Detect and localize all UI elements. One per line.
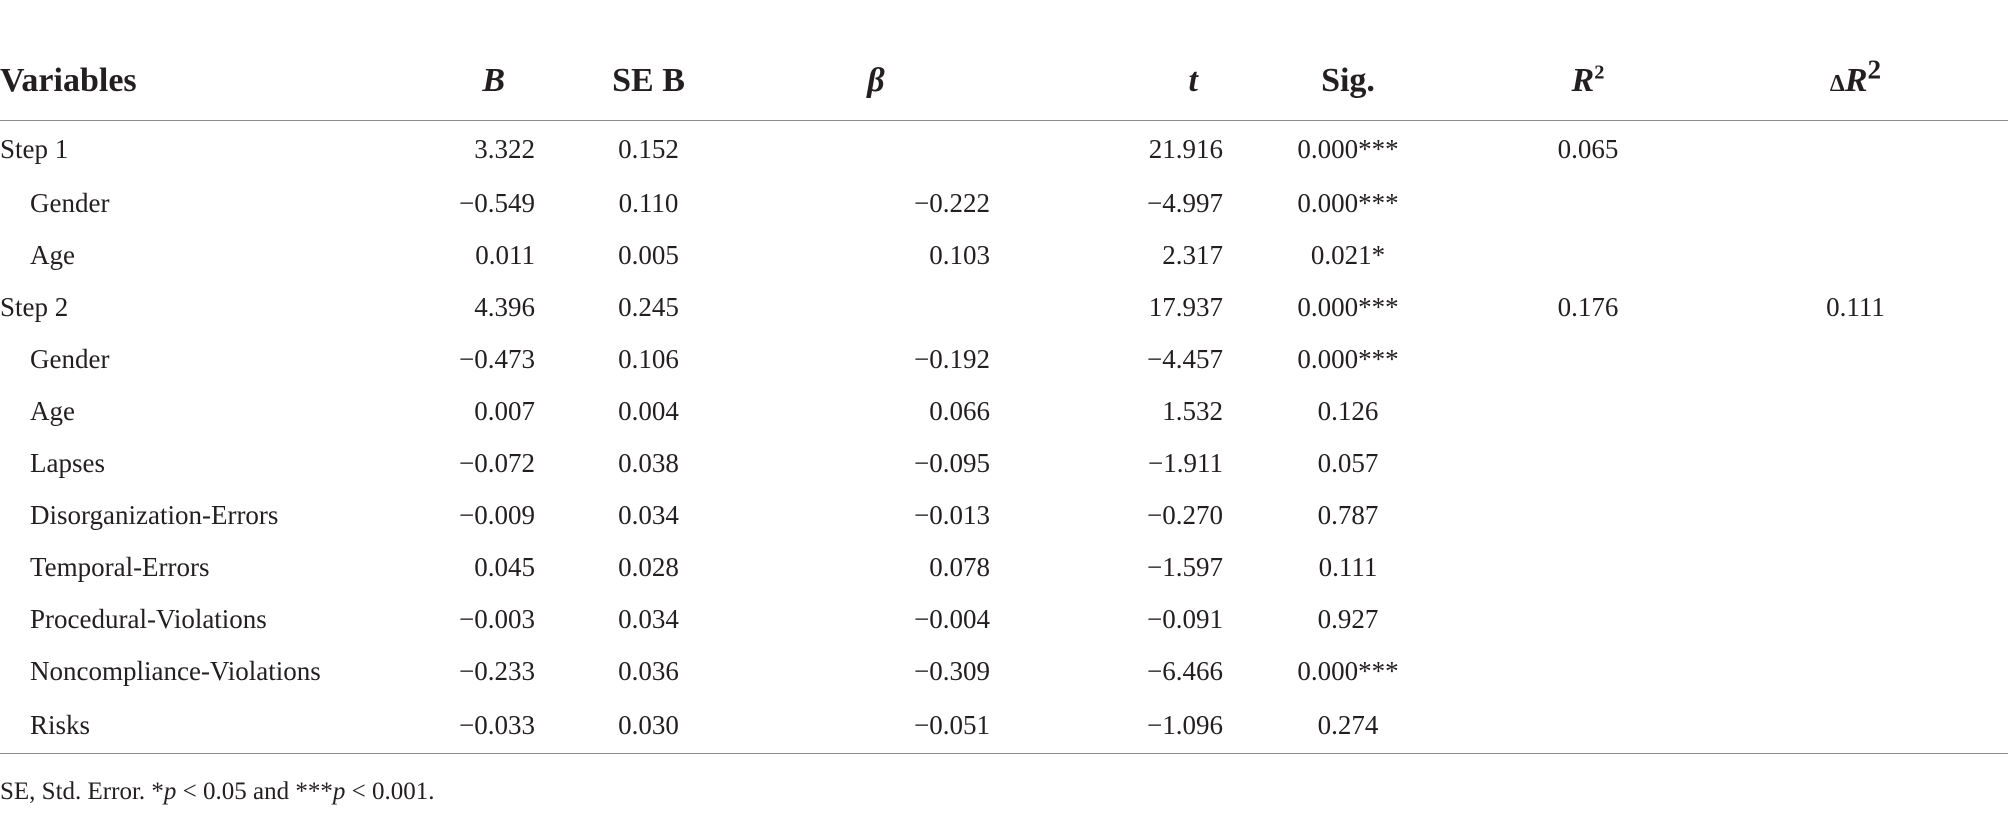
cell-variable: Lapses: [30, 447, 105, 478]
cell-sig: 0.000***: [1297, 343, 1399, 374]
cell-se-b: 0.005: [618, 239, 679, 270]
cell-b: −0.072: [459, 447, 535, 478]
cell-b: 4.396: [474, 291, 535, 322]
header-sig: Sig.: [1223, 42, 1473, 121]
cell-delta-r2: [1703, 121, 2008, 178]
header-se-b: SE B: [535, 42, 762, 121]
cell-delta-r2: [1703, 541, 2008, 593]
cell-r2: [1473, 645, 1703, 697]
header-b: B: [400, 42, 535, 121]
cell-se-b: 0.110: [618, 187, 679, 218]
cell-t: −0.270: [1147, 499, 1223, 530]
cell-variable: Temporal-Errors: [30, 551, 210, 582]
cell-t: −4.997: [1147, 187, 1223, 218]
cell-r2: [1473, 541, 1703, 593]
cell-b: −0.009: [459, 499, 535, 530]
cell-beta: [762, 281, 990, 333]
cell-delta-r2: [1703, 593, 2008, 645]
cell-se-b: 0.036: [618, 655, 679, 686]
cell-se-b: 0.245: [618, 291, 679, 322]
cell-b: −0.233: [459, 655, 535, 686]
cell-b: −0.033: [400, 697, 535, 754]
cell-b: 0.007: [474, 395, 535, 426]
regression-table: [0, 42, 2008, 754]
cell-b: 0.011: [475, 239, 535, 270]
cell-t: −4.457: [1147, 343, 1223, 374]
cell-se-b: 0.034: [618, 499, 679, 530]
cell-se-b: 0.106: [618, 343, 679, 374]
cell-r2: [1473, 489, 1703, 541]
cell-b: −0.003: [459, 603, 535, 634]
header-beta: β: [762, 42, 990, 121]
cell-variable: Step 1: [0, 133, 69, 164]
cell-variable: Age: [30, 395, 75, 426]
cell-se-b: 0.028: [618, 551, 679, 582]
cell-beta: −0.013: [914, 499, 990, 530]
cell-delta-r2: [1703, 333, 2008, 385]
cell-b: 3.322: [474, 133, 535, 164]
table-row: [0, 385, 2008, 437]
cell-beta: [762, 121, 990, 178]
cell-delta-r2: [1703, 437, 2008, 489]
cell-variable: Age: [30, 239, 75, 270]
cell-b: −0.549: [459, 187, 535, 218]
table-header: [0, 42, 2008, 121]
header-variables: Variables: [0, 42, 400, 121]
header-t: t: [990, 42, 1223, 121]
cell-sig: 0.057: [1317, 447, 1379, 478]
cell-t: 1.532: [1162, 395, 1223, 426]
cell-sig: 0.927: [1317, 603, 1379, 634]
cell-b: 0.045: [474, 551, 535, 582]
cell-sig: 0.000***: [1297, 187, 1399, 218]
cell-delta-r2: [1703, 645, 2008, 697]
cell-sig: 0.111: [1318, 551, 1378, 582]
cell-beta: −0.309: [914, 655, 990, 686]
cell-delta-r2: [1703, 385, 2008, 437]
table-footnote: SE, Std. Error. *p < 0.05 and ***p < 0.001.: [0, 778, 435, 805]
cell-variable: Risks: [0, 697, 400, 754]
cell-sig: 0.000***: [1297, 291, 1399, 322]
cell-se-b: 0.038: [618, 447, 679, 478]
cell-r2: [1473, 437, 1703, 489]
cell-se-b: 0.152: [618, 133, 679, 164]
table-row: [0, 645, 2008, 697]
cell-variable: Disorganization-Errors: [30, 499, 279, 530]
cell-sig: 0.000***: [1297, 655, 1399, 686]
cell-t: −1.911: [1148, 447, 1223, 478]
cell-se-b: 0.034: [618, 603, 679, 634]
cell-r2: [1473, 177, 1703, 229]
table-row: [0, 121, 2008, 178]
cell-delta-r2: [1703, 489, 2008, 541]
table-body: [0, 121, 2008, 754]
cell-delta-r2: [1703, 229, 2008, 281]
header-delta-r2: $\Delta R^2$: [1703, 42, 2008, 121]
cell-delta-r2: [1703, 697, 2008, 754]
cell-se-b: 0.030: [535, 697, 762, 754]
cell-variable: Procedural-Violations: [30, 603, 267, 634]
cell-variable: Gender: [30, 187, 110, 218]
cell-r2: [1473, 697, 1703, 754]
cell-sig: 0.000***: [1297, 133, 1399, 164]
cell-beta: −0.004: [914, 603, 990, 634]
cell-beta: 0.066: [929, 395, 990, 426]
cell-r2: [1473, 385, 1703, 437]
table-row: [0, 229, 2008, 281]
cell-delta-r2: [1703, 177, 2008, 229]
cell-t: −1.096: [990, 697, 1223, 754]
cell-beta: −0.051: [762, 697, 990, 754]
cell-sig: 0.274: [1223, 697, 1473, 754]
cell-t: −0.091: [1147, 603, 1223, 634]
cell-r2: 0.176: [1557, 291, 1619, 322]
table-row: [0, 697, 2008, 754]
cell-t: 2.317: [1162, 239, 1223, 270]
cell-b: −0.473: [459, 343, 535, 374]
cell-t: −6.466: [1147, 655, 1223, 686]
cell-t: 21.916: [1148, 133, 1223, 164]
cell-r2: [1473, 229, 1703, 281]
cell-beta: −0.222: [914, 187, 990, 218]
cell-delta-r2: 0.111: [1826, 291, 1885, 322]
table-row: [0, 489, 2008, 541]
cell-t: −1.597: [1147, 551, 1223, 582]
cell-t: 17.937: [1148, 291, 1223, 322]
table-row: [0, 593, 2008, 645]
cell-sig: 0.126: [1317, 395, 1379, 426]
cell-beta: −0.095: [914, 447, 990, 478]
cell-sig: 0.021*: [1310, 239, 1386, 270]
cell-r2: [1473, 333, 1703, 385]
cell-beta: 0.103: [929, 239, 990, 270]
cell-se-b: 0.004: [618, 395, 679, 426]
cell-r2: 0.065: [1557, 133, 1619, 164]
cell-variable: Gender: [30, 343, 110, 374]
cell-variable: Noncompliance-Violations: [30, 655, 321, 686]
table-row: [0, 281, 2008, 333]
cell-r2: [1473, 593, 1703, 645]
table-row: [0, 541, 2008, 593]
table-row: [0, 177, 2008, 229]
table-row: [0, 437, 2008, 489]
cell-beta: 0.078: [929, 551, 990, 582]
cell-variable: Step 2: [0, 291, 69, 322]
cell-beta: −0.192: [914, 343, 990, 374]
cell-sig: 0.787: [1317, 499, 1379, 530]
header-r2: $R^2$: [1473, 42, 1703, 121]
table-row: [0, 333, 2008, 385]
